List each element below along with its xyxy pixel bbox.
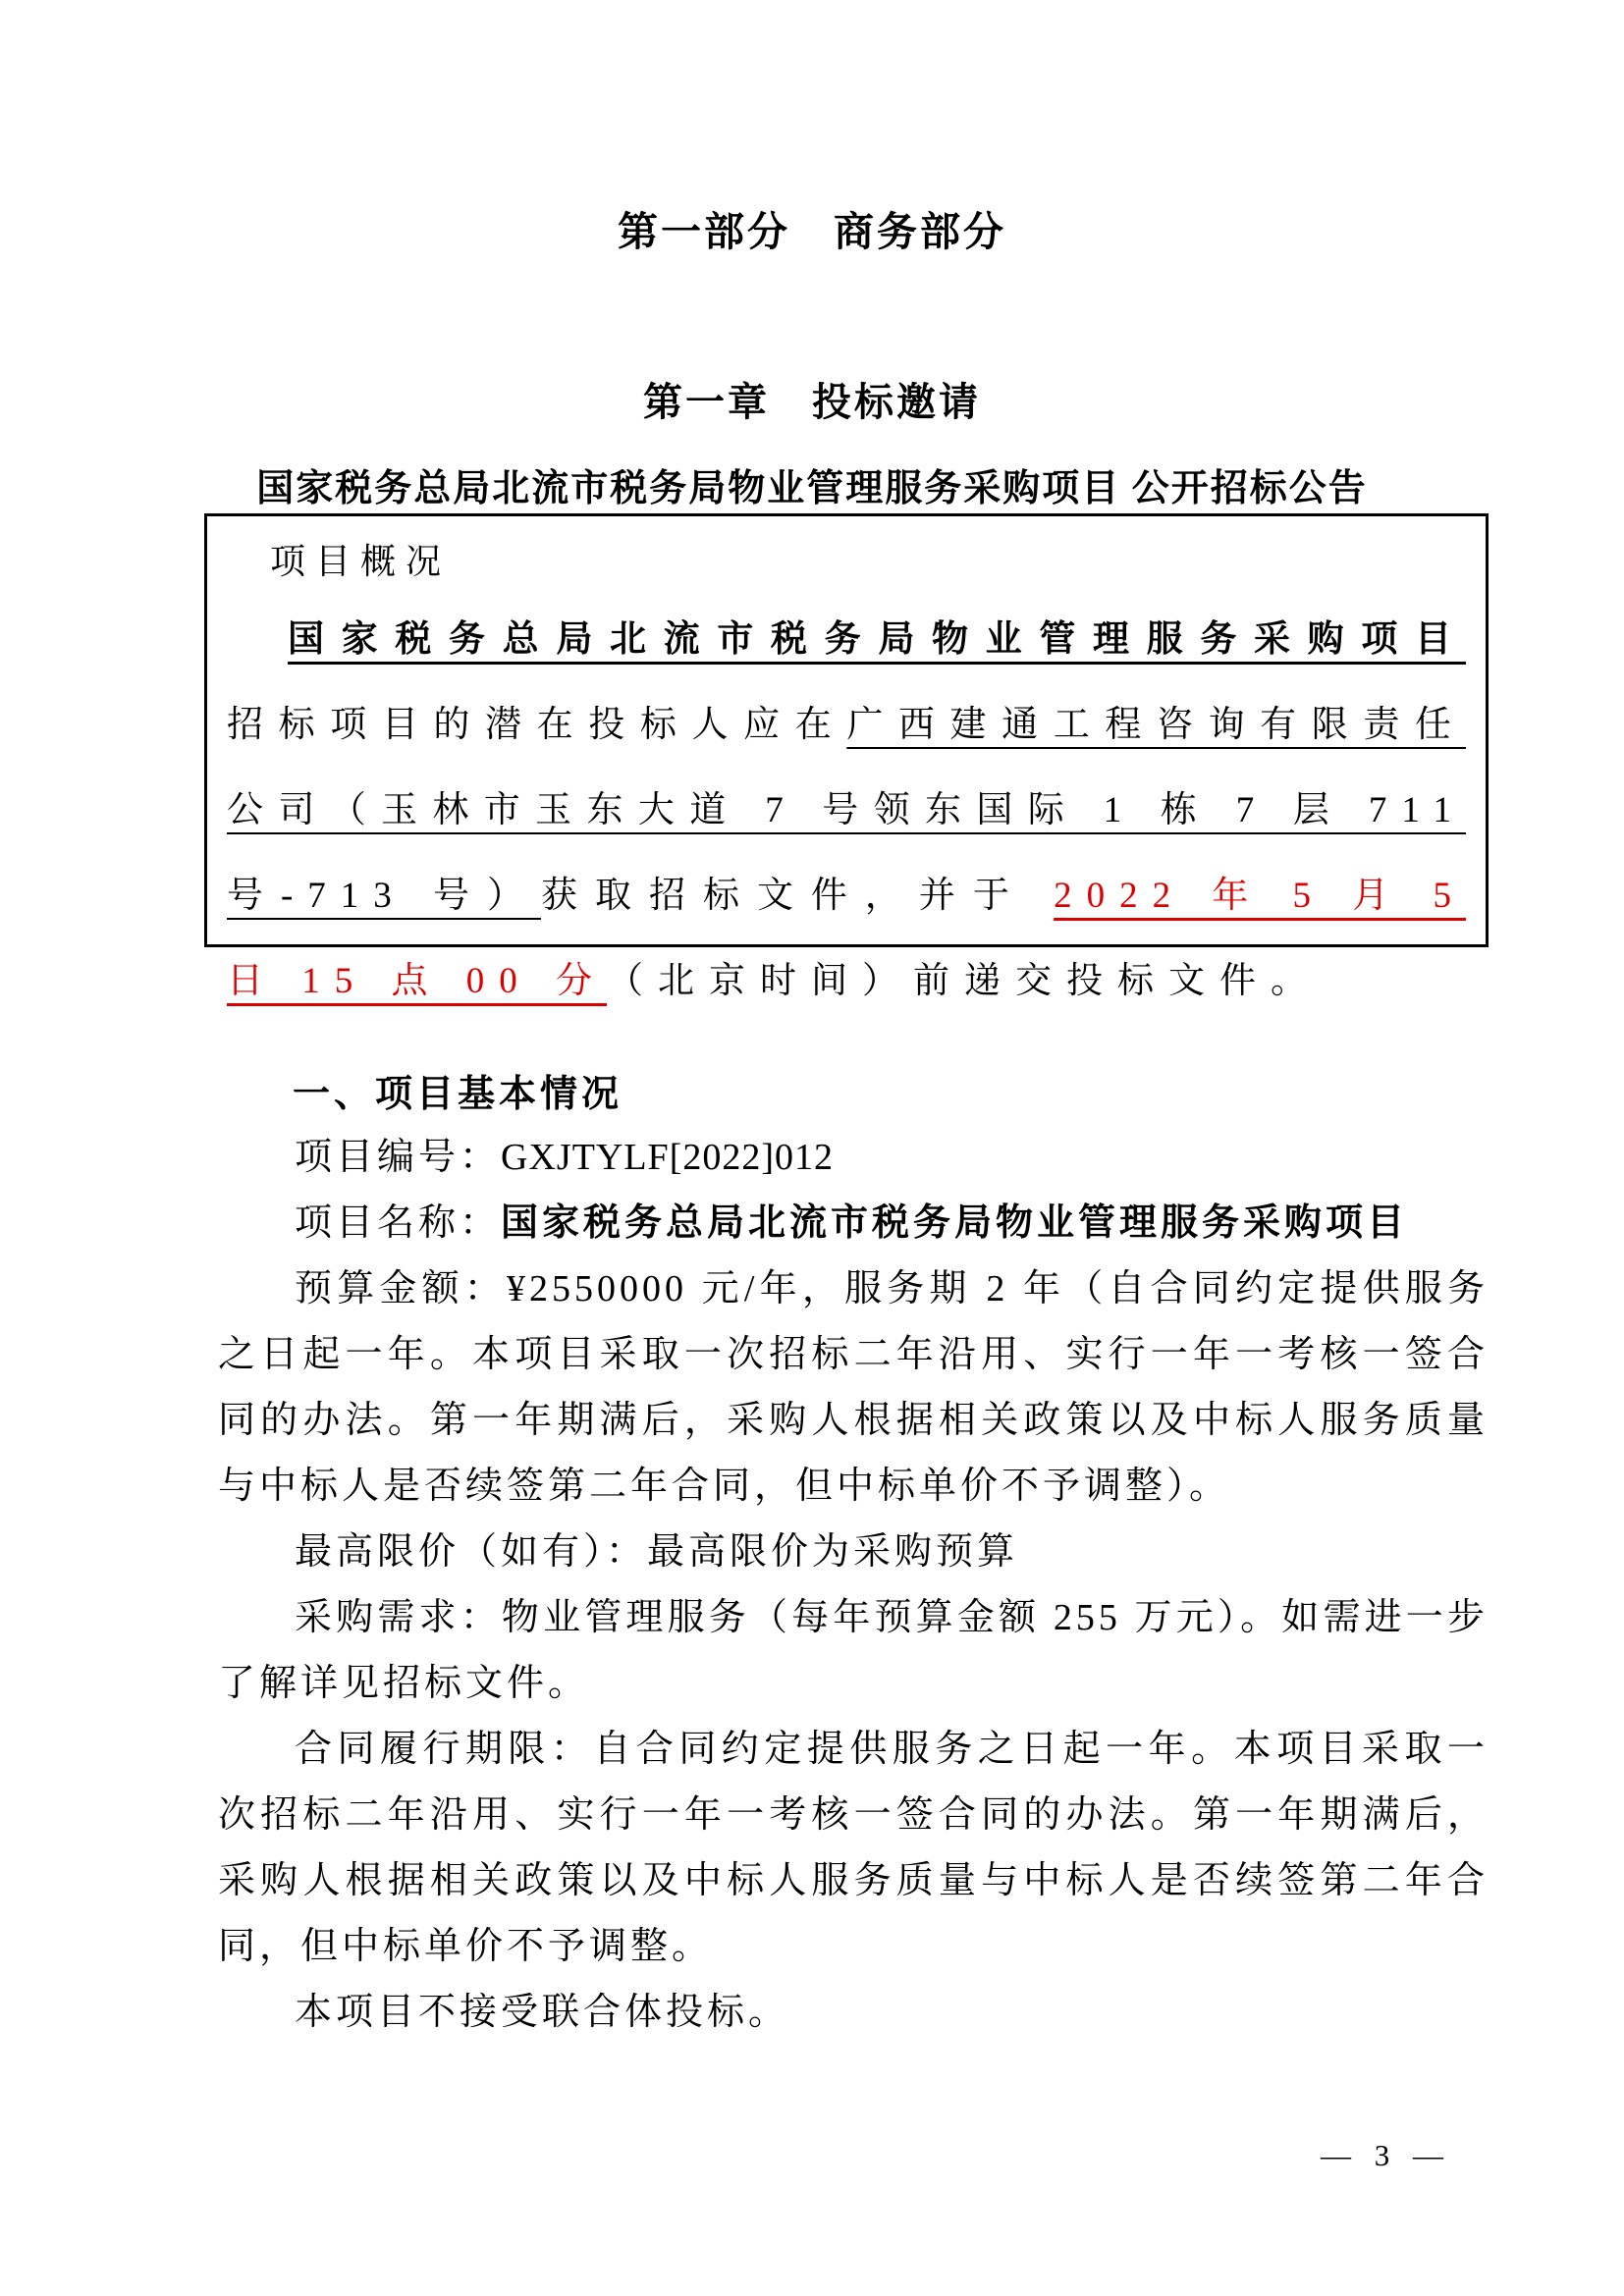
overview-paragraph: [227, 597, 1466, 1024]
overview-potential-bidders-text: 招标项目的潜在投标人应在: [227, 705, 847, 745]
procurement-demand-paragraph: 采购需求：物业管理服务（每年预算金额 255 万元）。如需进一步了解详见招标文件。: [218, 1597, 1489, 1704]
section-heading-basic-info: 一、项目基本情况: [293, 1074, 623, 1115]
project-overview-box: [204, 513, 1489, 1001]
overview-tail-text: （北京时间）前递交投标文件。: [607, 961, 1322, 1001]
overview-agency-address: 广西建通工程咨询有限责任公司（玉林市玉东大道 7 号领东国际 1 栋 7 层 711 号-713 号）: [227, 705, 1467, 916]
budget-paragraph: 预算金额：¥2550000 元/年，服务期 2 年（自合同约定提供服务之日起一年。本项目采取一次招标二年沿用、实行一年一考核一签合同的办法。第一年期满后，采购人根据相关政策以及中标人服务质量与中标人是否续签第二年合同，但中标单价不予调整）。: [218, 1268, 1489, 1507]
no-joint-bid-line: 本项目不接受联合体投标。: [295, 1992, 790, 2033]
project-number-value: GXJTYLF[2022]012: [501, 1137, 834, 1178]
overview-label: 项目概况: [270, 542, 452, 581]
project-number-line: [218, 1125, 1489, 1191]
overview-deadline: 2022 年 5 月 5 日 15 点 00 分: [227, 876, 1467, 1001]
overview-project-name: 国家税务总局北流市税务局物业管理服务采购项目: [288, 619, 1466, 660]
project-number-label: 项目编号：: [295, 1137, 502, 1178]
part-title: 第一部分 商务部分: [618, 209, 1006, 254]
basic-info-body: [218, 1125, 1489, 2046]
page-number: — 3 —: [1321, 2138, 1451, 2172]
project-name-line: [218, 1191, 1489, 1256]
contract-term-paragraph: 合同履行期限：自合同约定提供服务之日起一年。本项目采取一次招标二年沿用、实行一年一考核一签合同的办法。第一年期满后，采购人根据相关政策以及中标人服务质量与中标人是否续签第二年合同，但中标单价不予调整。: [218, 1729, 1489, 1967]
announcement-title: 国家税务总局北流市税务局物业管理服务采购项目 公开招标公告: [256, 468, 1368, 509]
overview-obtain-text: 获取招标文件，并于: [541, 876, 1055, 916]
chapter-title: 第一章 投标邀请: [643, 380, 981, 424]
max-price-line: 最高限价（如有）：最高限价为采购预算: [295, 1531, 1019, 1573]
project-name-value: 国家税务总局北流市税务局物业管理服务采购项目: [501, 1202, 1409, 1244]
project-name-label: 项目名称：: [295, 1202, 502, 1244]
